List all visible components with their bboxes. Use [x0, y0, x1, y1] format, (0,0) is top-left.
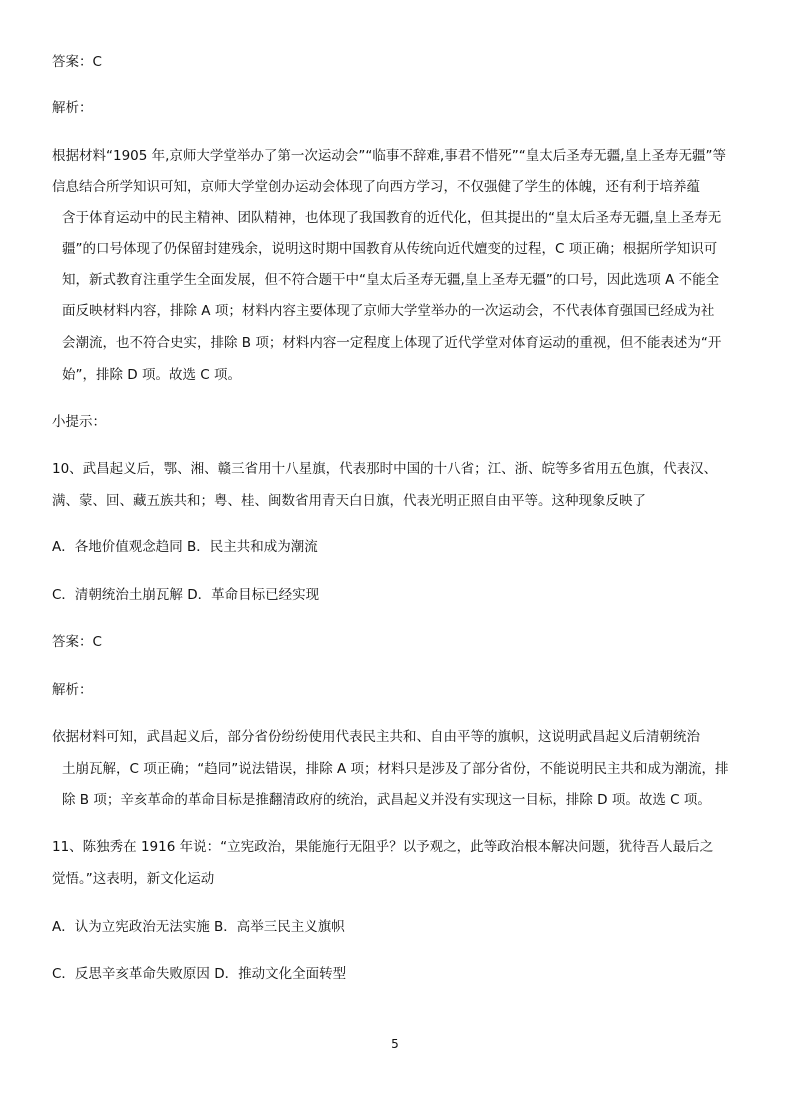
q9-analysis-line: 疆”的口号体现了仍保留封建残余，说明这时期中国教育从传统向近代嬗变的过程，C 项正确；根据所学知识可 [62, 241, 718, 257]
q10-stem-line: 满、蒙、回、藏五族共和；粤、桂、闽数省用青天白日旗，代表光明正照自由平等。这种现象反映了 [52, 493, 646, 509]
q9-analysis-line: 面反映材料内容，排除 A 项；材料内容主要体现了京师大学堂举办的一次运动会，不代表体育强国已经成为社 [62, 303, 715, 319]
q9-analysis-line: 根据材料“1905 年,京师大学堂举办了第一次运动会”“临事不辞难,事君不惜死”“皇太后圣寿无疆,皇上圣寿无疆”等 [52, 148, 726, 164]
q10-stem-line: 10、武昌起义后，鄂、湘、赣三省用十八星旗，代表那时中国的十八省；江、浙、皖等多省用五色旗，代表汉、 [52, 461, 718, 477]
q9-analysis-label: 解析： [52, 100, 93, 116]
q9-analysis-line: 信息结合所学知识可知，京师大学堂创办运动会体现了向西方学习，不仅强健了学生的体魄，还有利于培养蕴 [52, 179, 700, 195]
q11-options: A．认为立宪政治无法实施 B．高举三民主义旗帜 [52, 919, 345, 935]
q10-analysis-line: 依据材料可知，武昌起义后，部分省份纷纷使用代表民主共和、自由平等的旗帜，这说明武昌起义后清朝统治 [52, 729, 700, 745]
page-number: 5 [391, 1037, 399, 1051]
q10-analysis-line: 除 B 项；辛亥革命的革命目标是推翻清政府的统治，武昌起义并没有实现这一目标，排除 D 项。故选 C 项。 [62, 792, 711, 808]
q10-analysis-label: 解析： [52, 682, 93, 698]
q9-analysis-line: 含于体育运动中的民主精神、团队精神，也体现了我国教育的近代化，但其提出的“皇太后圣寿无疆,皇上圣寿无 [62, 210, 722, 226]
q10-analysis-line: 土崩瓦解，C 项正确；“趋同”说法错误，排除 A 项；材料只是涉及了部分省份，不能说明民主共和成为潮流，排 [62, 761, 729, 777]
q9-analysis-line: 始”，排除 D 项。故选 C 项。 [62, 367, 241, 383]
q9-analysis-line: 会潮流，也不符合史实，排除 B 项；材料内容一定程度上体现了近代学堂对体育运动的重视，但不能表述为“开 [62, 335, 722, 351]
q11-stem-line: 觉悟。”这表明，新文化运动 [52, 871, 215, 887]
q10-options: C．清朝统治土崩瓦解 D．革命目标已经实现 [52, 587, 320, 603]
q9-tip: 小提示： [52, 414, 106, 430]
q11-stem-line: 11、陈独秀在 1916 年说：“立宪政治，果能施行无阻乎？以予观之，此等政治根本解决问题，犹待吾人最后之 [52, 839, 714, 855]
q9-analysis-line: 知，新式教育注重学生全面发展，但不符合题干中“皇太后圣寿无疆,皇上圣寿无疆”的口号，因此选项 A 不能全 [62, 272, 720, 288]
q11-options: C．反思辛亥革命失败原因 D．推动文化全面转型 [52, 966, 347, 982]
q10-options: A．各地价值观念趋同 B．民主共和成为潮流 [52, 539, 318, 555]
q10-answer: 答案：C [52, 634, 102, 650]
q9-answer: 答案：C [52, 54, 102, 70]
